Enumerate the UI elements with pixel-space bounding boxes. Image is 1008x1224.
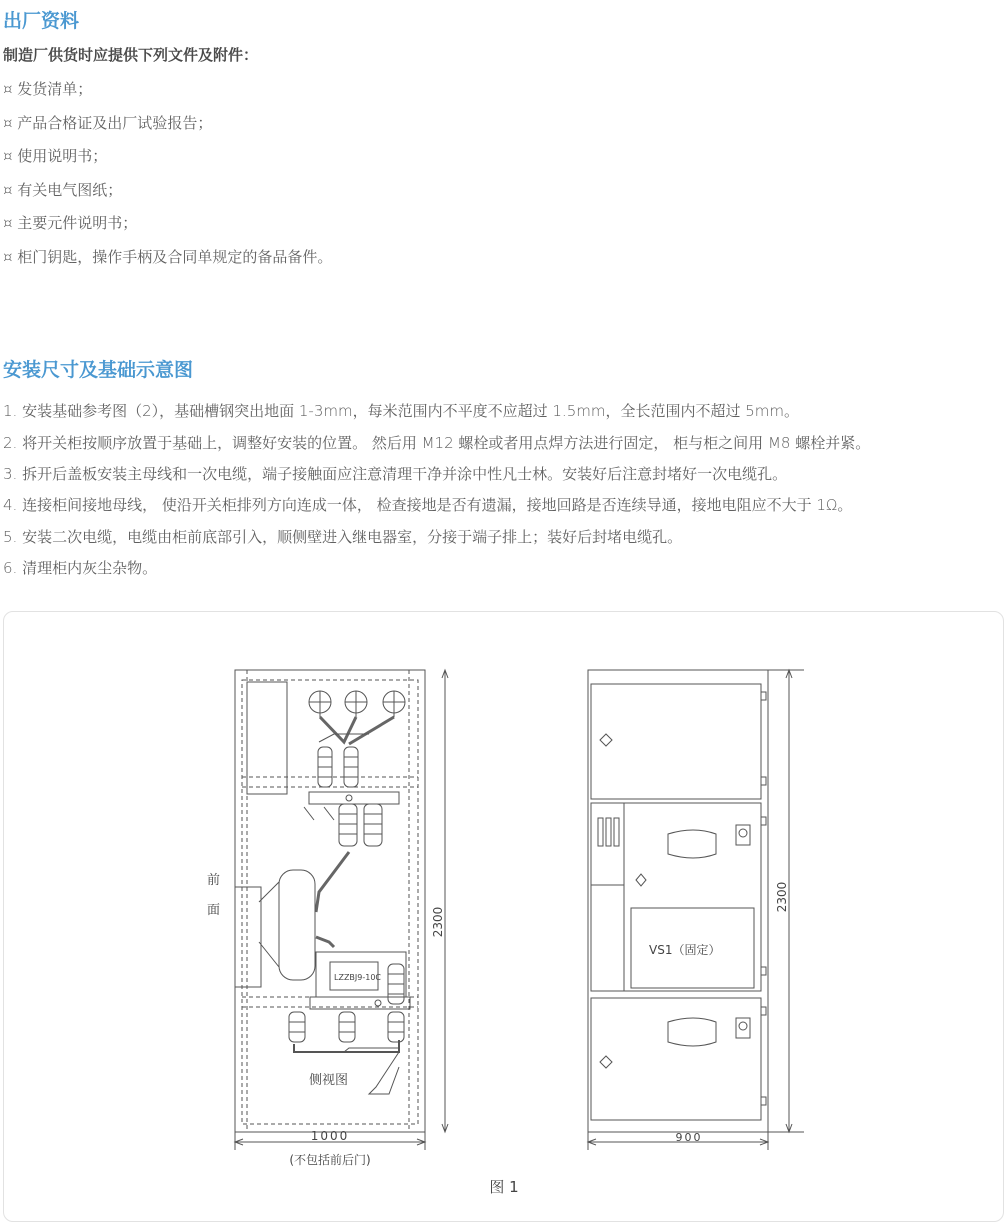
installation-figure (3, 611, 1004, 1222)
front-width-dim: 900 (675, 1131, 703, 1144)
section-title-factory-docs: 出厂资料 (3, 10, 80, 32)
docs-intro: 制造厂供货时应提供下列文件及附件： (3, 46, 259, 64)
install-step: 2. 将开关柜按顺序放置于基础上，调整好安装的位置。 然后用 M12 螺栓或者用点焊方法进行固定， 柜与柜之间用 M8 螺栓并紧。 (3, 434, 871, 452)
figure-caption: 图 1 (489, 1178, 519, 1196)
front-label-2: 面 (207, 903, 221, 918)
side-height-dim: 2300 (431, 906, 445, 938)
doc-item: ¤ 主要元件说明书； (3, 214, 138, 232)
install-step: 5. 安装二次电缆，电缆由柜前底部引入，顺侧壁进入继电器室，分接于端子排上；装好后封堵电缆孔。 (3, 528, 683, 546)
doc-item: ¤ 产品合格证及出厂试验报告； (3, 114, 213, 132)
breaker-label: VS1（固定） (649, 943, 721, 957)
side-view-label: 侧视图 (309, 1073, 349, 1088)
section-title-installation: 安装尺寸及基础示意图 (3, 359, 194, 381)
front-label-1: 前 (207, 873, 221, 888)
front-view-cabinet (588, 670, 804, 1150)
doc-item: ¤ 柜门钥匙，操作手柄及合同单规定的备品备件。 (3, 248, 333, 266)
install-step: 1. 安装基础参考图（2），基础槽钢突出地面 1-3mm，每米范围内不平度不应超过 1.5mm，全长范围内不超过 5mm。 (3, 402, 800, 420)
side-note: (不包括前后门) (289, 1153, 371, 1167)
side-width-dim: 1000 (310, 1129, 350, 1143)
cabinet-drawing (4, 612, 1005, 1223)
install-step: 4. 连接柜间接地母线， 使沿开关柜排列方向连成一体， 检查接地是否有遗漏，接地回路是否连续导通，接地电阻应不大于 1Ω。 (3, 496, 853, 514)
doc-item: ¤ 有关电气图纸； (3, 181, 123, 199)
doc-item: ¤ 使用说明书； (3, 147, 108, 165)
doc-item: ¤ 发货清单； (3, 80, 93, 98)
install-step: 6. 清理柜内灰尘杂物。 (3, 559, 158, 577)
install-step: 3. 拆开后盖板安装主母线和一次电缆，端子接触面应注意清理干净并涂中性凡士林。安装好后注意封堵好一次电缆孔。 (3, 465, 788, 483)
ct-label: LZZBJ9-10C (334, 973, 382, 982)
front-height-dim: 2300 (775, 881, 789, 913)
